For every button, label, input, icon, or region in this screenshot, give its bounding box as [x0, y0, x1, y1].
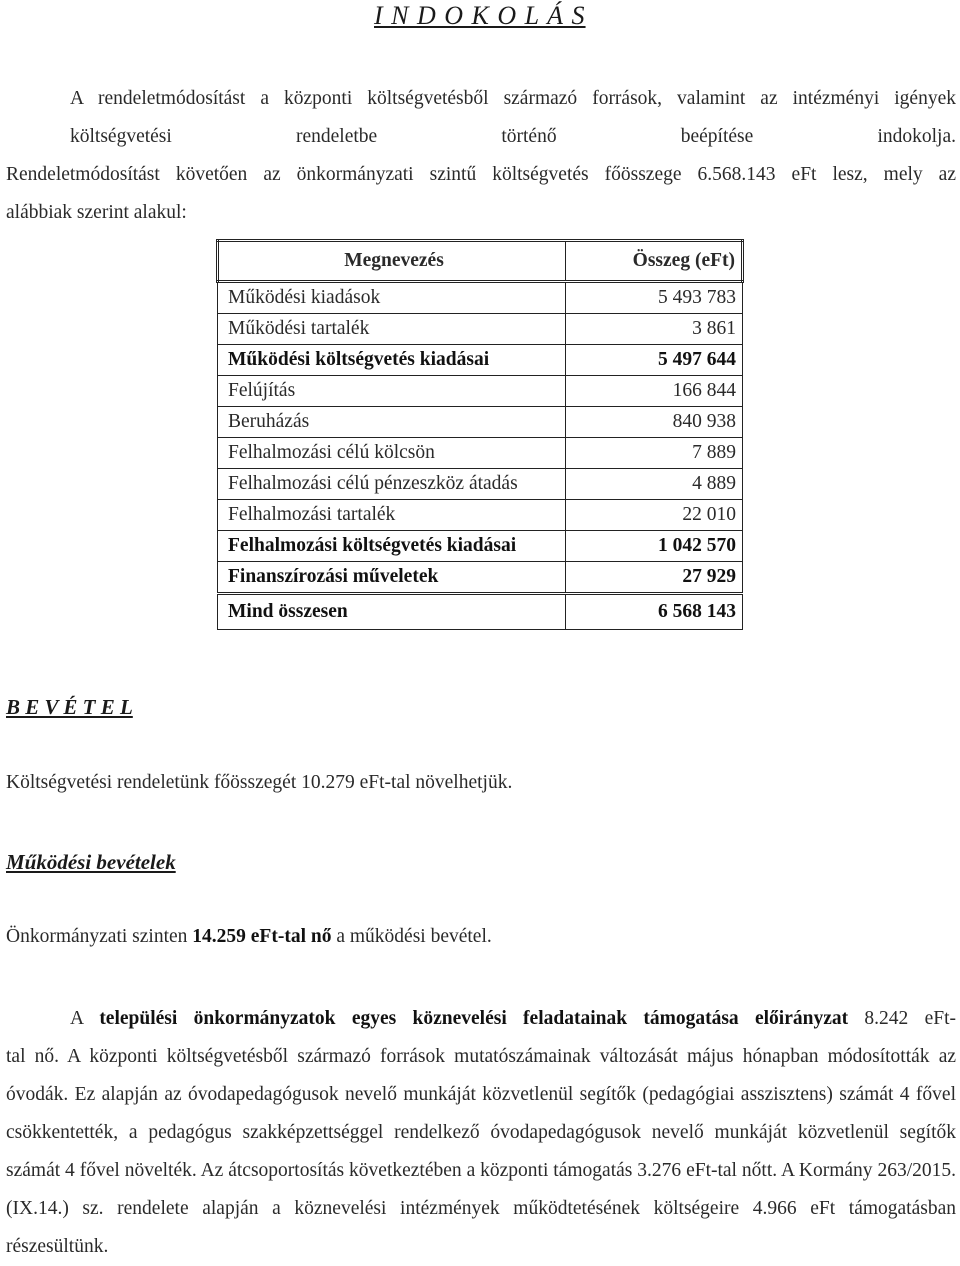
row-name: Felhalmozási célú kölcsön	[218, 438, 566, 469]
row-name: Működési tartalék	[218, 314, 566, 345]
intro-text-2a: Rendeletmódosítást követően az önkormányzati szintű költségvetés főösszege 6.568.143 eFt lesz, mely az	[6, 164, 956, 185]
budget-table	[216, 239, 744, 630]
row-amount: 840 938	[566, 407, 743, 438]
table-row	[218, 500, 743, 531]
row-name: Felhalmozási tartalék	[218, 500, 566, 531]
intro-paragraph-2a	[6, 156, 956, 194]
row-amount: 27 929	[566, 562, 743, 594]
bevetel-line-1: Költségvetési rendeletünk főösszegét 10.279 eFt-tal növelhetjük.	[6, 772, 513, 793]
row-amount: 4 889	[566, 469, 743, 500]
bevetel-paragraph-3	[6, 1000, 956, 1038]
intro-paragraph-2b	[6, 194, 956, 232]
mukodesi-bevetelek-heading: Működési bevételek	[6, 850, 176, 874]
header-name: Megnevezés	[218, 241, 566, 282]
bevetel-line-2	[6, 926, 492, 948]
table-row	[218, 282, 743, 314]
row-amount: 5 493 783	[566, 282, 743, 314]
row-name: Felújítás	[218, 376, 566, 407]
table-row	[218, 562, 743, 594]
line2-pre: Önkormányzati szinten	[6, 926, 193, 947]
row-name: Működési kiadások	[218, 282, 566, 314]
row-amount: 1 042 570	[566, 531, 743, 562]
row-amount: 22 010	[566, 500, 743, 531]
p3-post: 8.242 eFt-	[848, 1008, 956, 1029]
table-row	[218, 531, 743, 562]
intro-paragraph-1	[6, 80, 956, 156]
line2-post: a működési bevétel.	[331, 926, 492, 947]
table-row	[218, 345, 743, 376]
p3-pre: A	[70, 1008, 100, 1029]
intro-text-1: A rendeletmódosítást a központi költségvetésből származó források, valamint az intézményi igények költségvetési rendeletbe történő beépítése indokolja.	[70, 88, 956, 147]
table-row	[218, 438, 743, 469]
row-name: Felhalmozási költségvetés kiadásai	[218, 531, 566, 562]
p3-bold: települési önkormányzatok egyes köznevelési feladatainak támogatása előirányzat	[99, 1008, 849, 1029]
table-row	[218, 314, 743, 345]
bevetel-paragraph-3-rest	[6, 1038, 956, 1266]
table-total-row	[218, 594, 743, 630]
row-name: Működési költségvetés kiadásai	[218, 345, 566, 376]
line2-bold: 14.259 eFt-tal nő	[192, 926, 332, 947]
total-name: Mind összesen	[218, 594, 566, 630]
total-amount: 6 568 143	[566, 594, 743, 630]
table-row	[218, 469, 743, 500]
bevetel-heading: B E V É T E L	[6, 695, 133, 719]
row-name: Finanszírozási műveletek	[218, 562, 566, 594]
table-header-row	[218, 241, 743, 282]
row-amount: 166 844	[566, 376, 743, 407]
row-amount: 7 889	[566, 438, 743, 469]
row-amount: 5 497 644	[566, 345, 743, 376]
p3-rest: tal nő. A központi költségvetésből származó források mutatószámainak változását május hónapban módosították az óvodák. Ez alapján az óvodapedagógusok nevelő munkáját közvetlenül segítők (pedagógiai asszisztens) számát 4 fővel csökkentették, a pedagógus szakképzettséggel rendelkező óvodapedagógusok nevelő munkáját közvetlenül segítők számát 4 fővel növelték. Az átcsoportosítás következtében a központi támogatás 3.276 eFt-tal nőtt. A Kormány 263/2015.(IX.14.) sz. rendelete alapján a köznevelési intézmények működtetésének költségeire 4.966 eFt támogatásban részesültünk.	[6, 1046, 956, 1257]
row-name: Felhalmozási célú pénzeszköz átadás	[218, 469, 566, 500]
page-title: I N D O K O L Á S	[374, 1, 586, 30]
table-row	[218, 407, 743, 438]
intro-text-2b: alábbiak szerint alakul:	[6, 202, 187, 223]
row-amount: 3 861	[566, 314, 743, 345]
header-amount: Összeg (eFt)	[566, 241, 743, 282]
row-name: Beruházás	[218, 407, 566, 438]
table-row	[218, 376, 743, 407]
